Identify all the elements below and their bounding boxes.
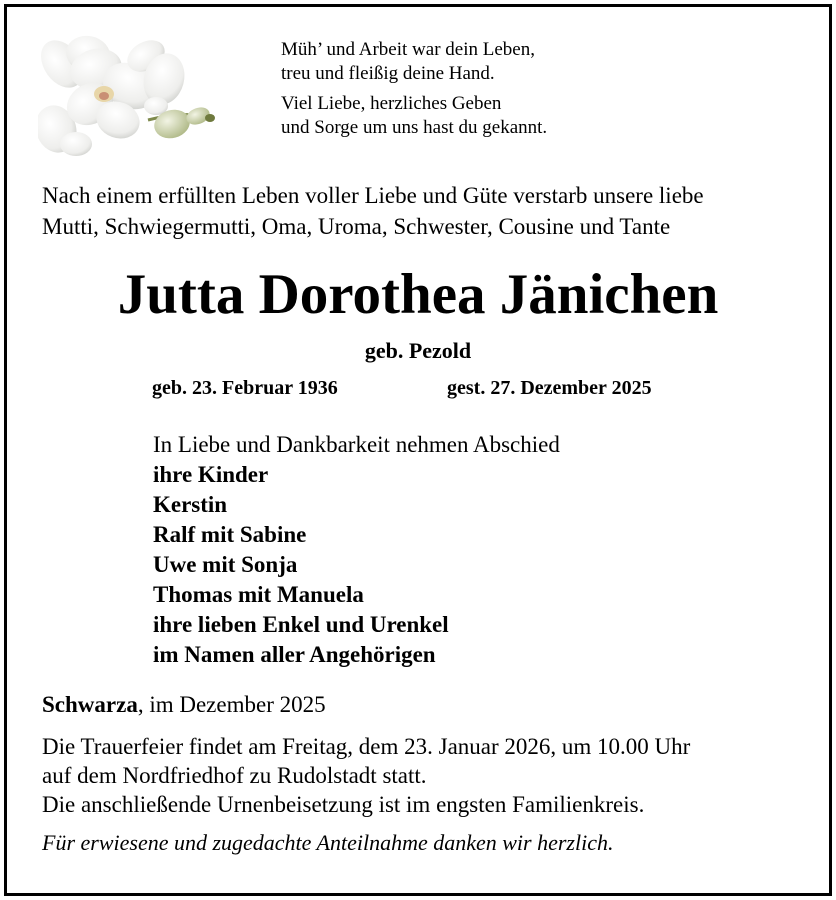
mourner-entry: Ralf mit Sabine (153, 522, 307, 547)
deceased-name: Jutta Dorothea Jänichen (117, 263, 719, 326)
intro-line: Mutti, Schwiegermutti, Oma, Uroma, Schwester, Cousine und Tante (42, 214, 671, 239)
maiden-name: geb. Pezold (364, 338, 472, 363)
mourners-list (153, 430, 560, 670)
place-and-date (42, 690, 326, 720)
poem-stanza (281, 38, 547, 86)
mourner-entry: Thomas mit Manuela (153, 582, 364, 607)
funeral-line: Die anschließende Urnenbeisetzung ist im engsten Familienkreis. (42, 792, 645, 817)
intro-line: Nach einem erfüllten Leben voller Liebe und Güte verstarb unsere liebe (42, 183, 704, 208)
poem-line: treu und fleißig deine Hand. (281, 63, 495, 84)
mourners-lead: In Liebe und Dankbarkeit nehmen Abschied (153, 432, 560, 457)
poem-stanza (281, 92, 547, 140)
mourner-entry: ihre Kinder (153, 462, 269, 487)
mourner-entry: ihre lieben Enkel und Urenkel (153, 612, 449, 637)
mourner-entry: Uwe mit Sonja (153, 552, 298, 577)
intro-text (42, 180, 802, 242)
funeral-line: auf dem Nordfriedhof zu Rudolstadt statt. (42, 763, 427, 788)
mourner-entry: im Namen aller Angehörigen (153, 642, 436, 667)
mourner-entry: Kerstin (153, 492, 228, 517)
poem-line: Viel Liebe, herzliches Geben (281, 93, 502, 114)
place-town: Schwarza (42, 692, 138, 717)
funeral-details (42, 732, 690, 819)
poem-line: Müh’ und Arbeit war dein Leben, (281, 39, 535, 60)
death-date: gest. 27. Dezember 2025 (447, 377, 652, 399)
place-date: , im Dezember 2025 (137, 692, 326, 717)
funeral-line: Die Trauerfeier findet am Freitag, dem 23. Januar 2026, um 10.00 Uhr (42, 734, 691, 759)
birth-date: geb. 23. Februar 1936 (152, 377, 338, 399)
thanks-note: Für erwiesene und zugedachte Anteilnahme danken wir herzlich. (42, 830, 614, 855)
poem-line: und Sorge um uns hast du gekannt. (281, 117, 548, 138)
poem (281, 38, 547, 140)
orchid-flower-image (38, 34, 216, 156)
